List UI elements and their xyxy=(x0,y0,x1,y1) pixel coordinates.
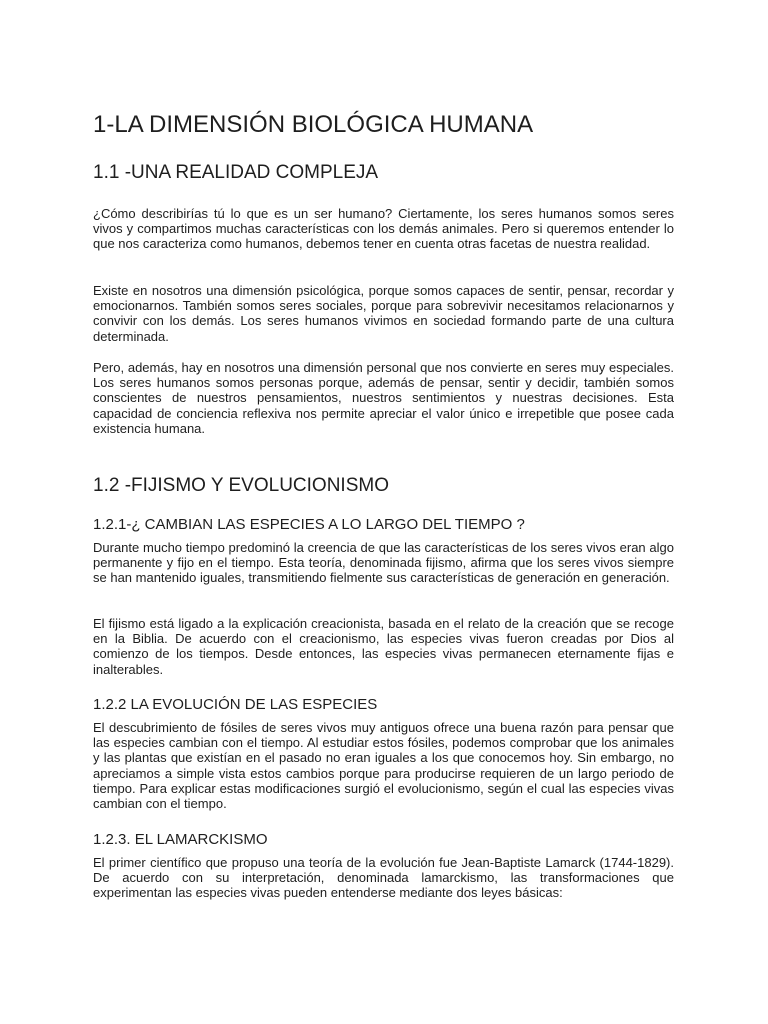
body-paragraph: Pero, además, hay en nosotros una dimensión personal que nos convierte en seres muy especiales. Los seres humanos somos personas porque, además de pensar, sentir y decidir, también somos conscientes de nuestros pensamientos, nuestros sentimientos y nuestras decisiones. Esta capacidad de conciencia reflexiva nos permite apreciar el valor único e irrepetible que posee cada existencia humana. xyxy=(93,360,674,436)
section-heading-1-2: 1.2 -FIJISMO Y EVOLUCIONISMO xyxy=(93,475,389,496)
subsection-heading-1-2-2: 1.2.2 LA EVOLUCIÓN DE LAS ESPECIES xyxy=(93,696,378,713)
section-heading-1-1: 1.1 -UNA REALIDAD COMPLEJA xyxy=(93,162,379,183)
body-paragraph: El fijismo está ligado a la explicación creacionista, basada en el relato de la creación que se recoge en la Biblia. De acuerdo con el creacionismo, las especies vivas fueron creadas por Dios al comienzo de los tiempos. Desde entonces, las especies vivas permanecen eternamente fijas e inalterables. xyxy=(93,616,674,677)
subsection-heading-1-2-3: 1.2.3. EL LAMARCKISMO xyxy=(93,831,268,848)
document-title: 1-LA DIMENSIÓN BIOLÓGICA HUMANA xyxy=(93,111,534,138)
subsection-heading-1-2-1: 1.2.1-¿ CAMBIAN LAS ESPECIES A LO LARGO DEL TIEMPO ? xyxy=(93,516,525,533)
body-paragraph: El descubrimiento de fósiles de seres vivos muy antiguos ofrece una buena razón para pensar que las especies cambian con el tiempo. Al estudiar estos fósiles, podemos comprobar que los animales y las plantas que existían en el pasado no eran iguales a los que conocemos hoy. Sin embargo, no apreciamos a simple vista estos cambios porque para producirse requieren de un largo periodo de tiempo. Para explicar estas modificaciones surgió el evolucionismo, según el cual las especies vivas cambian con el tiempo. xyxy=(93,720,674,812)
body-paragraph: Durante mucho tiempo predominó la creencia de que las características de los seres vivos eran algo permanente y fijo en el tiempo. Esta teoría, denominada fijismo, afirma que los seres vivos siempre se han mantenido iguales, transmitiendo fielmente sus características de generación en generación. xyxy=(93,540,674,586)
body-paragraph: ¿Cómo describirías tú lo que es un ser humano? Ciertamente, los seres humanos somos seres vivos y compartimos muchas características con los demás animales. Pero si queremos entender lo que nos caracteriza como humanos, debemos tener en cuenta otras facetas de nuestra realidad. xyxy=(93,206,674,252)
body-paragraph: Existe en nosotros una dimensión psicológica, porque somos capaces de sentir, pensar, recordar y emocionarnos. También somos seres sociales, porque para sobrevivir necesitamos relacionarnos y convivir con los demás. Los seres humanos vivimos en sociedad formando parte de una cultura determinada. xyxy=(93,283,674,344)
body-paragraph: El primer científico que propuso una teoría de la evolución fue Jean-Baptiste Lamarck (1744-1829). De acuerdo con su interpretación, denominada lamarckismo, las transformaciones que experimentan las especies vivas pueden entenderse mediante dos leyes básicas: xyxy=(93,855,674,901)
